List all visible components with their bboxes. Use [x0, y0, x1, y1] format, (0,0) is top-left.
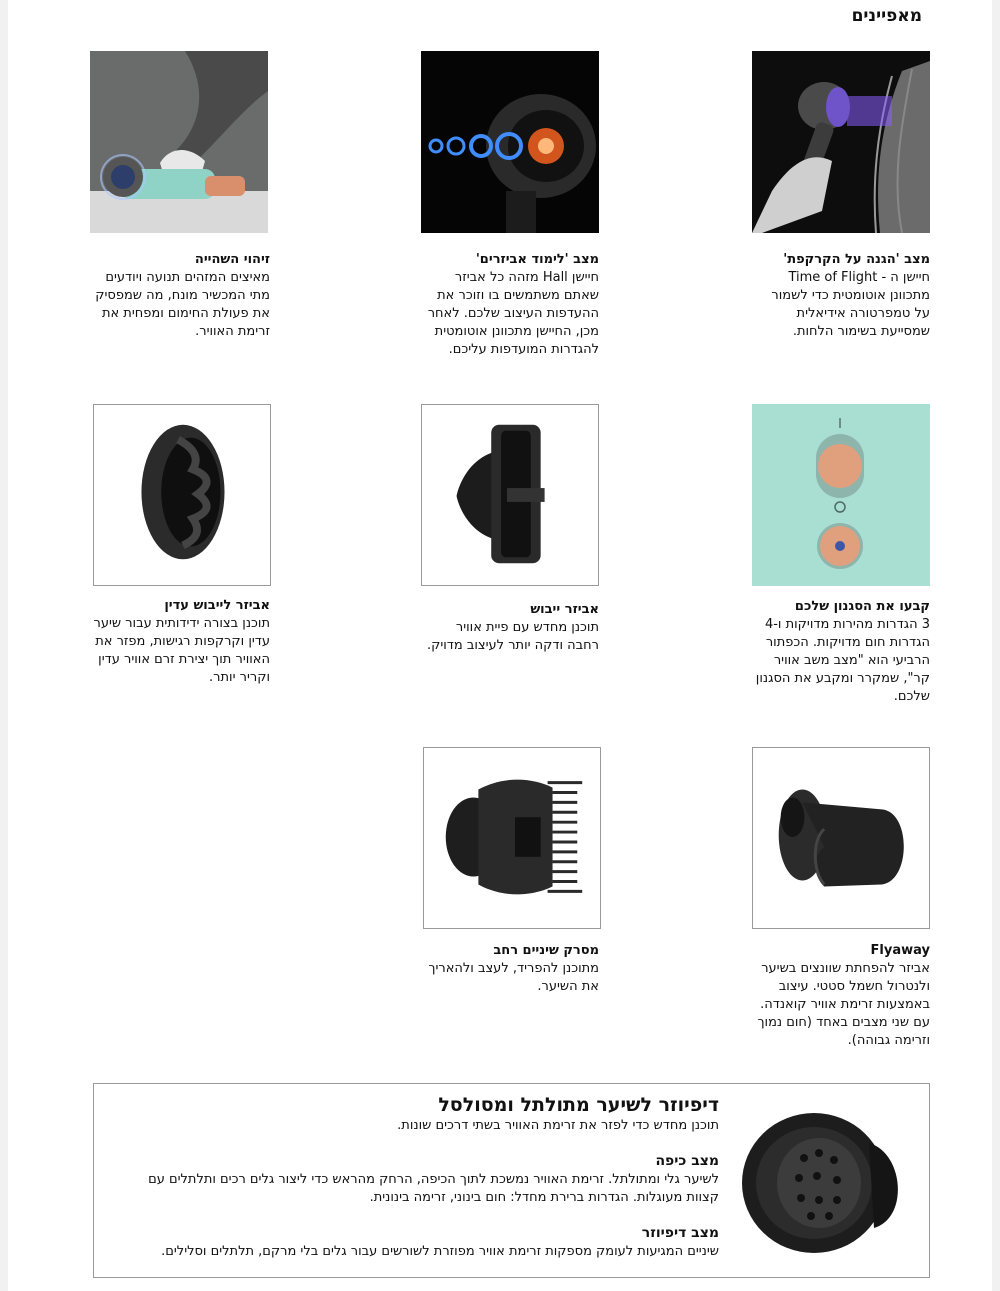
feature-title: מצב 'לימוד אביזרים'	[475, 252, 599, 267]
feature-caption	[90, 597, 270, 687]
gentle-dryer-attachment-photo	[93, 404, 271, 586]
feature-caption	[88, 251, 270, 341]
feature-caption	[421, 601, 599, 655]
feature-title: קבעו את הסגנון שלכם	[794, 599, 930, 614]
feature-title: זיהוי השהייה	[194, 252, 270, 267]
feature-description: חיישן ה - Time of Flight מתכוונן אוטומטית כדי לשמור על טמפרטורה אידיאלית שמסייעת בשימור הלחות.	[771, 270, 930, 339]
attachment-learning-photo	[421, 51, 599, 233]
feature-title: מסרק שיניים רחב	[493, 943, 599, 958]
pause-detect-photo	[90, 51, 268, 233]
diffuser-photo	[739, 1098, 919, 1268]
feature-caption	[752, 598, 930, 706]
smoothing-nozzle-photo	[421, 404, 599, 586]
feature-caption	[752, 942, 930, 1050]
feature-title: אביזר ייבוש	[530, 602, 599, 617]
feature-description: אביזר להפחתת שוונצים בשיער ולנטרול חשמל סטטי. עיצוב באמצעות זרימת אוויר קואנדה. עם שני מצבים באחד (חום נמוך וזרימה גבוהה).	[757, 961, 930, 1048]
feature-description: תוכנן מחדש עם פיית אוויר רחבה ודקה יותר לעיצוב מדויק.	[427, 620, 599, 653]
feature-description: תוכנן בצורה ידידותית עבור שיער עדין וקרקפות רגישות, מפזר את האוויר תוך יצירת זרם אוויר עדין וקריר יותר.	[93, 616, 270, 685]
feature-title: אביזר לייבוש עדין	[164, 598, 270, 613]
dome-mode-block	[129, 1152, 719, 1207]
feature-title: מצב 'הגנה על הקרקפת'	[783, 252, 930, 267]
dome-mode-title: מצב כיפה	[655, 1153, 719, 1169]
feature-description: חיישן Hall מזהה כל אביזר שאתם משתמשים בו וזוכר את ההעדפות העיצוב שלכם. לאחר מכן, החיישן מתכוונן אוטומטית להגדרות המועדפות עליכם.	[427, 270, 599, 357]
feature-title: Flyaway	[870, 943, 930, 958]
feature-caption	[421, 942, 599, 996]
diffuser-panel	[93, 1083, 930, 1278]
section-title: מאפיינים	[851, 6, 922, 26]
scalp-protection-photo	[752, 51, 930, 233]
diffuse-mode-block	[129, 1224, 719, 1261]
feature-description: 3 הגדרות מהירות מדויקות ו-4 הגדרות חום מדויקות. הכפתור הרביעי הוא "מצב משב אוויר קר", שמקרר ומקבע את הסגנון שלכם.	[755, 617, 930, 704]
feature-description: מאיצים המזהים תנועה ויודעים מתי המכשיר מונח, מה שמפסיק את פעולת החימום ומפחית את זרימת האוויר.	[95, 270, 270, 339]
wide-tooth-comb-photo	[423, 747, 601, 929]
diffuse-mode-description: שיניים המגיעות לעומק מספקות זרימת אוויר מפוזרת לשורשים עבור גלים בלי מרקם, תלתלים וסלילים.	[161, 1244, 719, 1259]
diffuse-mode-title: מצב דיפיוזר	[641, 1225, 719, 1241]
feature-caption	[421, 251, 599, 359]
diffuser-subtitle: תוכנן מחדש כדי לפזר את זרימת האוויר בשתי דרכים שונות.	[397, 1118, 719, 1133]
feature-caption	[752, 251, 930, 341]
feature-description: מתוכנן להפריד, לעצב ולהאריך את השיער.	[428, 961, 599, 994]
diffuser-title: דיפיוזר לשיער מתולתל ומסולסל	[438, 1094, 719, 1116]
page	[8, 0, 992, 1291]
flyaway-attachment-photo	[752, 747, 930, 929]
dome-mode-description: לשיער גלי ומתולתל. זרימת האוויר נמשכת לתוך הכיפה, הרחק מהראש כדי ליצור גלים רכים ותלתלים עם קצוות מעוגלות. הגדרות ברירת מחדל: חום בינוני, זרימה בינונית.	[148, 1172, 719, 1205]
control-buttons-photo	[752, 404, 930, 586]
